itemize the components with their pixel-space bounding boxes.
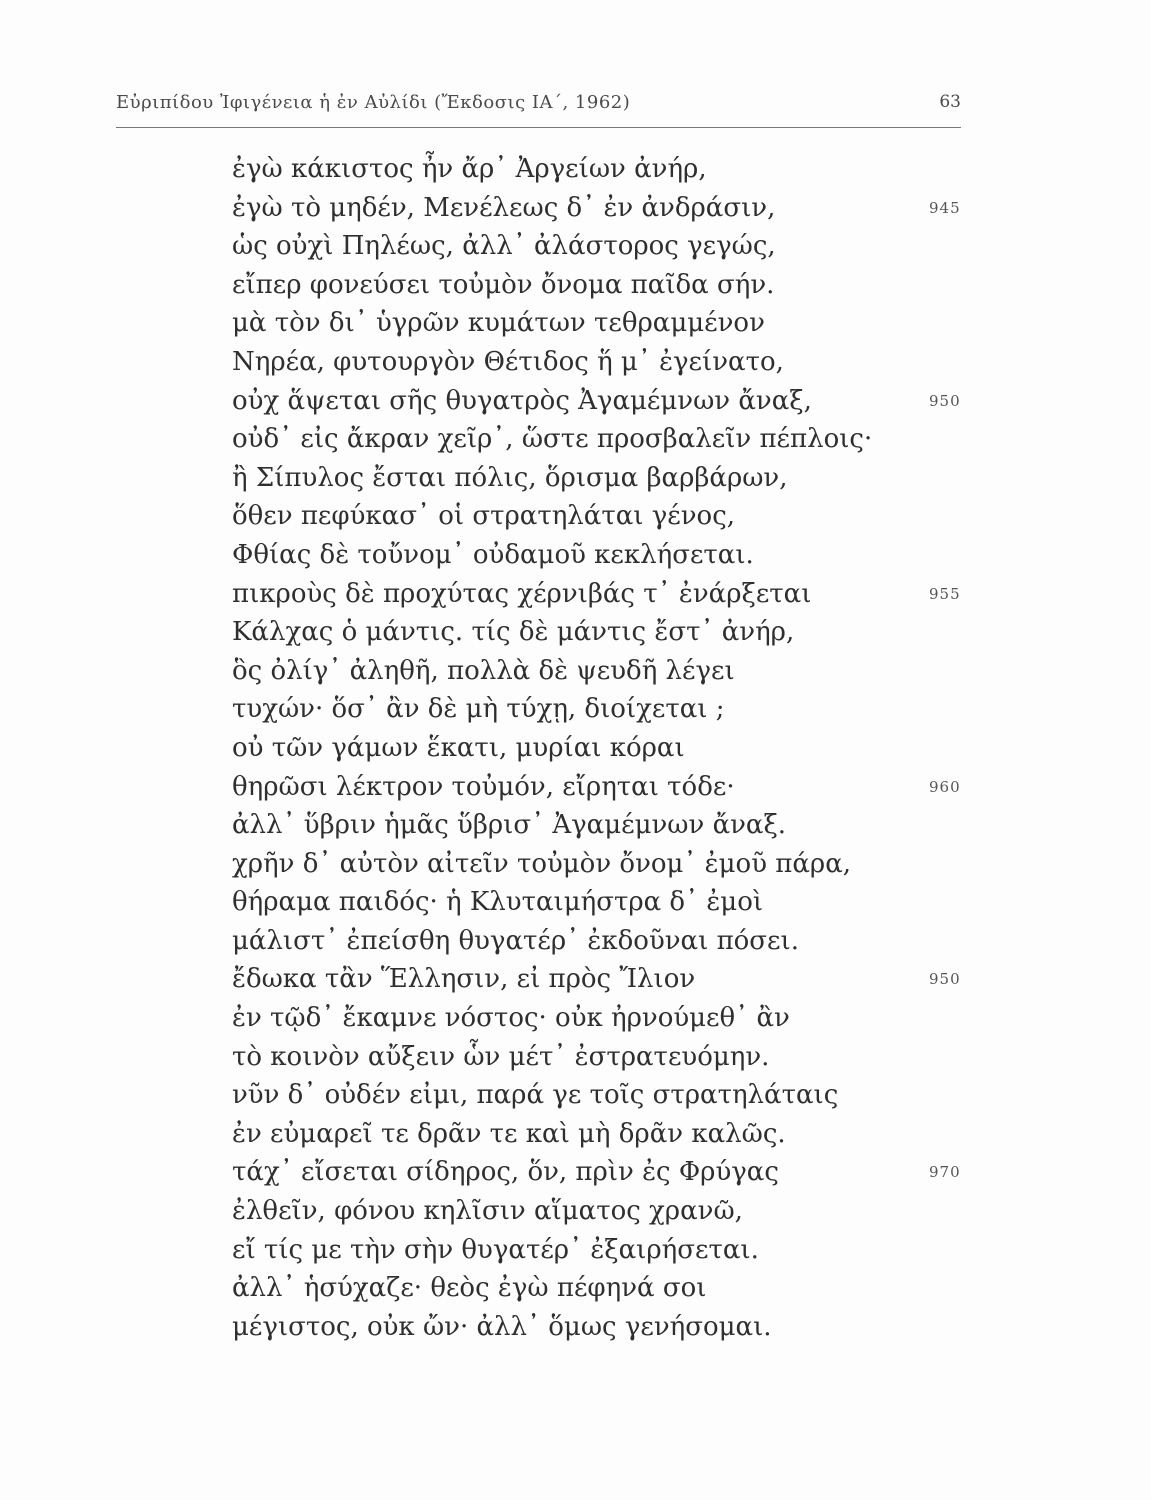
- verse-line: [232, 883, 932, 922]
- verse-line: [232, 304, 932, 343]
- verse-text: μὰ τὸν δι᾽ ὑγρῶν κυμάτων τεθραμμένον: [232, 308, 765, 339]
- verse-block: [232, 150, 961, 1346]
- verse-line: [232, 845, 932, 884]
- verse-text: Φθίας δὲ τοὔνομ᾽ οὐδαμοῦ κεκλήσεται.: [232, 539, 754, 570]
- verse-text: ὡς οὐχὶ Πηλέως, ἀλλ᾽ ἀλάστορος γεγώς,: [232, 231, 776, 262]
- line-number: 950: [929, 970, 961, 989]
- verse-line: [232, 227, 932, 266]
- verse-line: [232, 1192, 932, 1231]
- verse-line: [232, 1076, 932, 1115]
- verse-line: [232, 922, 932, 961]
- verse-line: [232, 690, 932, 729]
- verse-line: [232, 729, 932, 768]
- line-number: 955: [929, 584, 961, 603]
- verse-line: [232, 960, 961, 999]
- verse-line: [232, 150, 932, 189]
- verse-line: [232, 1269, 932, 1308]
- running-title: Εὐριπίδου Ἰφιγένεια ἡ ἐν Αὐλίδι (Ἔκδοσις ΙΑ΄, 1962): [116, 92, 631, 113]
- verse-text: ἀλλ᾽ ἡσύχαζε· θεὸς ἐγὼ πέφηνά σοι: [232, 1273, 707, 1304]
- verse-text: οὐ τῶν γάμων ἕκατι, μυρίαι κόραι: [232, 732, 685, 763]
- verse-text: θηρῶσι λέκτρον τοὐμόν, εἴρηται τόδε·: [232, 771, 735, 802]
- line-number: 945: [929, 198, 961, 217]
- verse-line: [232, 189, 961, 228]
- verse-text: ἢ Σίπυλος ἔσται πόλις, ὅρισμα βαρβάρων,: [232, 462, 788, 493]
- verse-text: ἐγὼ κάκιστος ἦν ἄρ᾽ Ἀργείων ἀνήρ,: [232, 154, 707, 184]
- verse-line: [232, 266, 932, 305]
- verse-line: [232, 999, 932, 1038]
- verse-text: ἐλθεῖν, φόνου κηλῖσιν αἵματος χρανῶ,: [232, 1196, 743, 1227]
- verse-text: Νηρέα, φυτουργὸν Θέτιδος ἥ μ᾽ ἐγείνατο,: [232, 346, 784, 377]
- verse-text: ἐν εὐμαρεῖ τε δρᾶν τε καὶ μὴ δρᾶν καλῶς.: [232, 1118, 786, 1149]
- header-rule: [116, 127, 961, 128]
- verse-text: οὐδ᾽ εἰς ἄκραν χεῖρ᾽, ὥστε προσβαλεῖν πέπλοις·: [232, 424, 873, 455]
- verse-text: ἐγὼ τὸ μηδέν, Μενέλεως δ᾽ ἐν ἀνδράσιν,: [232, 192, 776, 223]
- verse-line: [232, 420, 932, 459]
- verse-line: [232, 1153, 961, 1192]
- verse-line: [232, 343, 932, 382]
- verse-text: τάχ᾽ εἴσεται σίδηρος, ὅν, πρὶν ἐς Φρύγας: [232, 1157, 779, 1188]
- verse-text: εἴ τίς με τὴν σὴν θυγατέρ᾽ ἐξαιρήσεται.: [232, 1234, 759, 1265]
- verse-text: τὸ κοινὸν αὔξειν ὧν μέτ᾽ ἐστρατευόμην.: [232, 1041, 770, 1072]
- verse-line: [232, 575, 961, 614]
- verse-text: οὐχ ἅψεται σῆς θυγατρὸς Ἀγαμέμνων ἄναξ,: [232, 385, 812, 416]
- line-number: 970: [929, 1163, 961, 1182]
- verse-text: μέγιστος, οὐκ ὤν· ἀλλ᾽ ὅμως γενήσομαι.: [232, 1311, 772, 1342]
- verse-text: τυχών· ὅσ᾽ ἂν δὲ μὴ τύχῃ, διοίχεται ;: [232, 694, 725, 725]
- verse-line: [232, 768, 961, 807]
- verse-text: εἴπερ φονεύσει τοὐμὸν ὄνομα παῖδα σήν.: [232, 269, 775, 300]
- verse-line: [232, 459, 932, 498]
- verse-line: [232, 1308, 932, 1347]
- verse-line: [232, 1038, 932, 1077]
- line-number: 960: [929, 777, 961, 796]
- verse-line: [232, 536, 932, 575]
- verse-text: Κάλχας ὁ μάντις. τίς δὲ μάντις ἔστ᾽ ἀνήρ,: [232, 617, 795, 648]
- running-header: [116, 92, 961, 122]
- verse-text: θήραμα παιδός· ἡ Κλυταιμήστρα δ᾽ ἐμοὶ: [232, 887, 764, 918]
- verse-text: νῦν δ᾽ οὐδέν εἰμι, παρά γε τοῖς στρατηλάταις: [232, 1080, 839, 1111]
- verse-text: ἐν τῷδ᾽ ἔκαμνε νόστος· οὐκ ἠρνούμεθ᾽ ἂν: [232, 1003, 790, 1034]
- verse-line: [232, 1231, 932, 1270]
- verse-text: ὃς ὀλίγ᾽ ἀληθῆ, πολλὰ δὲ ψευδῆ λέγει: [232, 655, 735, 686]
- verse-line: [232, 382, 961, 421]
- line-number: 950: [929, 391, 961, 410]
- verse-line: [232, 497, 932, 536]
- verse-text: μάλιστ᾽ ἐπείσθη θυγατέρ᾽ ἐκδοῦναι πόσει.: [232, 925, 799, 956]
- verse-text: πικροὺς δὲ προχύτας χέρνιβάς τ᾽ ἐνάρξεται: [232, 578, 812, 609]
- verse-text: ὅθεν πεφύκασ᾽ οἱ στρατηλάται γένος,: [232, 501, 736, 532]
- verse-line: [232, 1115, 932, 1154]
- page-number: 63: [939, 92, 961, 112]
- verse-text: ἀλλ᾽ ὕβριν ἡμᾶς ὕβρισ᾽ Ἀγαμέμνων ἄναξ.: [232, 810, 787, 841]
- verse-line: [232, 806, 932, 845]
- verse-text: ἔδωκα τἂν Ἕλλησιν, εἰ πρὸς Ἴλιον: [232, 964, 696, 995]
- verse-line: [232, 613, 932, 652]
- verse-text: χρῆν δ᾽ αὐτὸν αἰτεῖν τοὐμὸν ὄνομ᾽ ἐμοῦ πάρα,: [232, 848, 852, 879]
- verse-line: [232, 652, 932, 691]
